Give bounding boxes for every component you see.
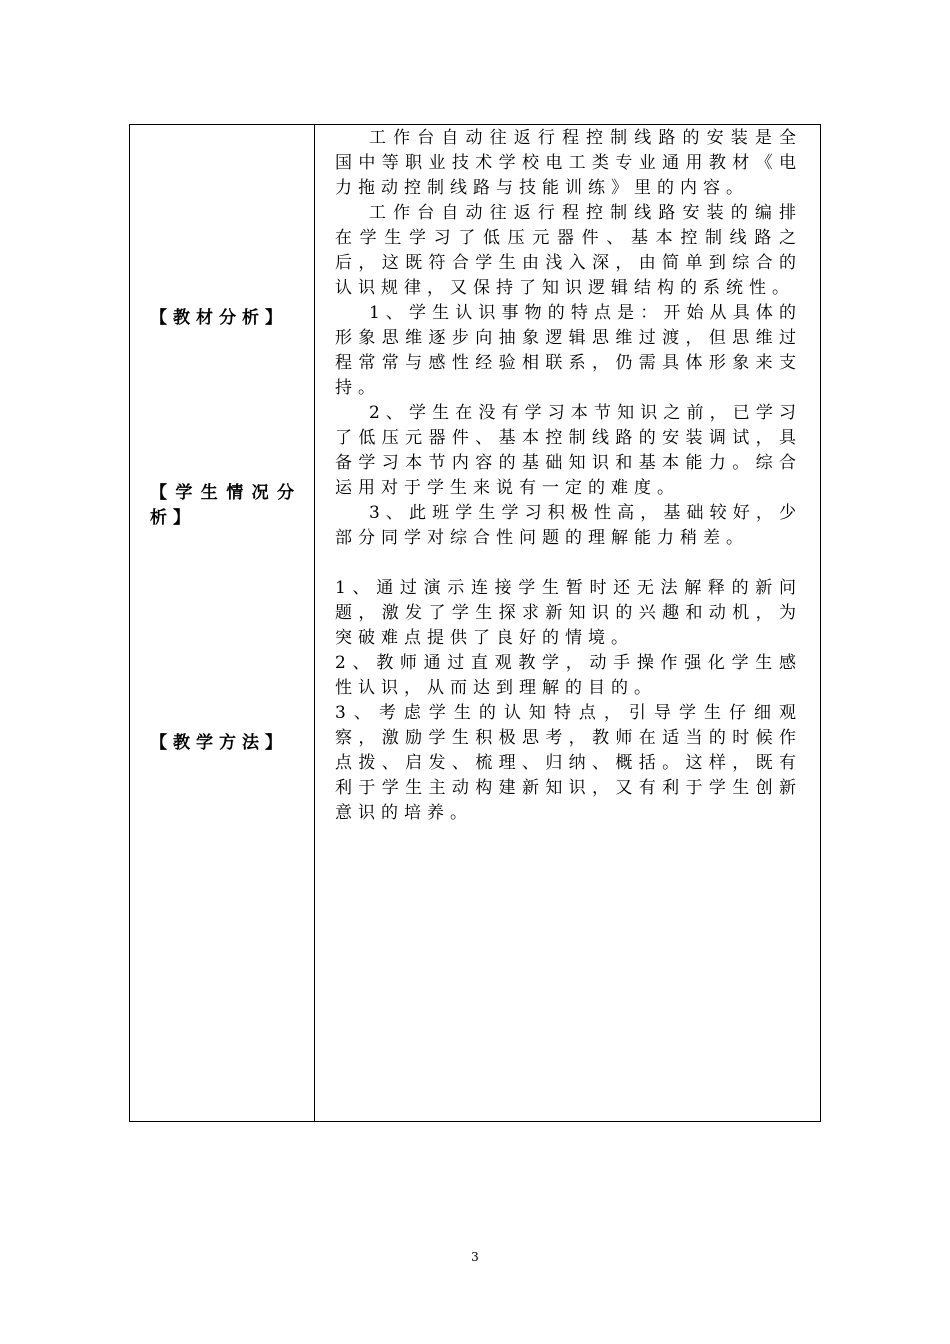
student-point-2: 2、学生在没有学习本节知识之前，已学习了低压元器件、基本控制线路的安装调试，具备学习本节内容的基础知识和基本能力。综合运用对于学生来说有一定的难度。 [335, 403, 802, 498]
label-student-analysis: 【学生情况分析】 [150, 483, 300, 528]
method-point-2: 2、教师通过直观教学，动手操作强化学生感性认识，从而达到理解的目的。 [335, 653, 802, 698]
textbook-paragraph-2: 工作台自动往返行程控制线路安装的编排在学生学习了低压元器件、基本控制线路之后，这既符合学生由浅入深，由简单到综合的认识规律，又保持了知识逻辑结构的系统性。 [335, 203, 802, 298]
label-textbook-analysis: 【教材分析】 [150, 308, 288, 328]
method-point-1: 1、通过演示连接学生暂时还无法解释的新问题，激发了学生探求新知识的兴趣和动机，为突破难点提供了良好的情境。 [335, 578, 802, 648]
spacer [335, 551, 802, 576]
content-column [315, 125, 820, 1121]
student-point-3: 3、此班学生学习积极性高，基础较好，少部分同学对综合性问题的理解能力稍差。 [335, 503, 802, 548]
page-number: 3 [471, 1250, 479, 1264]
label-teaching-method: 【教学方法】 [150, 733, 288, 753]
textbook-paragraph-1: 工作台自动往返行程控制线路的安装是全国中等职业技术学校电工类专业通用教材《电力拖动控制线路与技能训练》里的内容。 [335, 128, 802, 198]
label-column [130, 125, 315, 1121]
student-point-1: 1、学生认识事物的特点是：开始从具体的形象思维逐步向抽象逻辑思维过渡，但思维过程常常与感性经验相联系，仍需具体形象来支持。 [335, 303, 802, 398]
method-point-3: 3、考虑学生的认知特点，引导学生仔细观察，激励学生积极思考，教师在适当的时候作点拨、启发、梳理、归纳、概括。这样，既有利于学生主动构建新知识，又有利于学生创新意识的培养。 [335, 703, 802, 823]
content-body [335, 125, 802, 826]
lesson-plan-table [129, 124, 821, 1122]
